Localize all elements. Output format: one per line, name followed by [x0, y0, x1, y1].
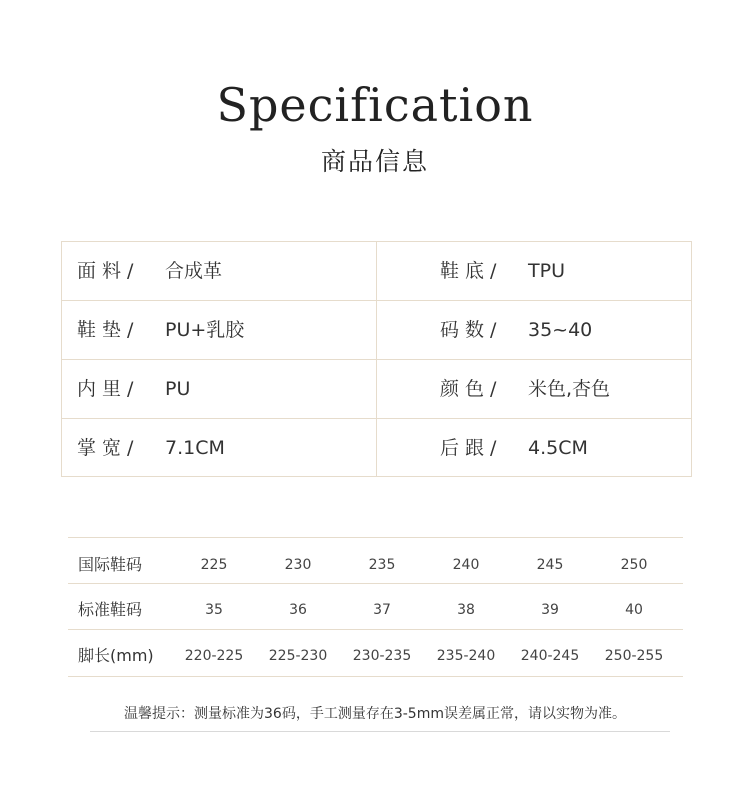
size-cell: 230-235: [352, 648, 412, 664]
size-cell: 36: [289, 602, 307, 618]
size-cell: 35: [205, 602, 223, 618]
spec-row: [62, 419, 691, 478]
size-cell: 220-225: [184, 648, 244, 664]
size-cell: 240-245: [520, 648, 580, 664]
size-row-header: 标准鞋码: [78, 600, 143, 619]
spec-label-material: 面料/: [77, 260, 140, 282]
spec-row: [62, 301, 691, 360]
spec-table: [61, 241, 692, 477]
size-cell: 235: [368, 557, 396, 573]
size-cell: 235-240: [436, 648, 496, 664]
spec-label-heel: 后跟/: [440, 437, 503, 459]
spec-value-heel: 4.5CM: [528, 437, 588, 459]
spec-row: [62, 242, 691, 301]
spec-row: [62, 360, 691, 419]
spec-value-material: 合成革: [165, 260, 223, 282]
size-row-standard: [68, 587, 683, 633]
spec-label-insole: 鞋垫/: [77, 319, 140, 341]
size-cell: 37: [373, 602, 391, 618]
spec-value-sole: TPU: [528, 260, 565, 282]
size-chart-rule: [68, 676, 683, 677]
title-en: Specification: [216, 78, 534, 132]
spec-label-lining: 内里/: [77, 378, 140, 400]
title-cn: 商品信息: [320, 147, 429, 176]
size-row-header: 国际鞋码: [78, 555, 143, 574]
spec-value-width: 7.1CM: [165, 437, 225, 459]
size-row-foot-length: [68, 633, 683, 679]
spec-label-size-range: 码数/: [440, 319, 503, 341]
size-chart-rule: [68, 537, 683, 538]
size-cell: 38: [457, 602, 475, 618]
size-cell: 230: [284, 557, 312, 573]
size-cell: 225-230: [268, 648, 328, 664]
size-cell: 250: [620, 557, 648, 573]
size-chart-rule: [68, 583, 683, 584]
spec-label-color: 颜色/: [440, 378, 503, 400]
size-row-header: 脚长(mm): [78, 646, 154, 665]
spec-value-insole: PU+乳胶: [165, 319, 245, 341]
size-row-international: [68, 542, 683, 588]
spec-label-width: 掌宽/: [77, 437, 140, 459]
size-chart: [68, 537, 683, 677]
size-cell: 250-255: [604, 648, 664, 664]
spec-value-size-range: 35~40: [528, 319, 593, 341]
spec-value-lining: PU: [165, 378, 191, 400]
size-cell: 39: [541, 602, 559, 618]
size-cell: 40: [625, 602, 643, 618]
spec-label-sole: 鞋底/: [440, 260, 503, 282]
size-cell: 225: [200, 557, 228, 573]
spec-value-color: 米色,杏色: [528, 378, 611, 400]
tip-text: 温馨提示：测量标准为36码，手工测量存在3-5mm误差属正常，请以实物为准。: [124, 706, 626, 722]
size-cell: 245: [536, 557, 564, 573]
size-cell: 240: [452, 557, 480, 573]
size-chart-rule: [68, 629, 683, 630]
tip-underline: [90, 731, 670, 732]
